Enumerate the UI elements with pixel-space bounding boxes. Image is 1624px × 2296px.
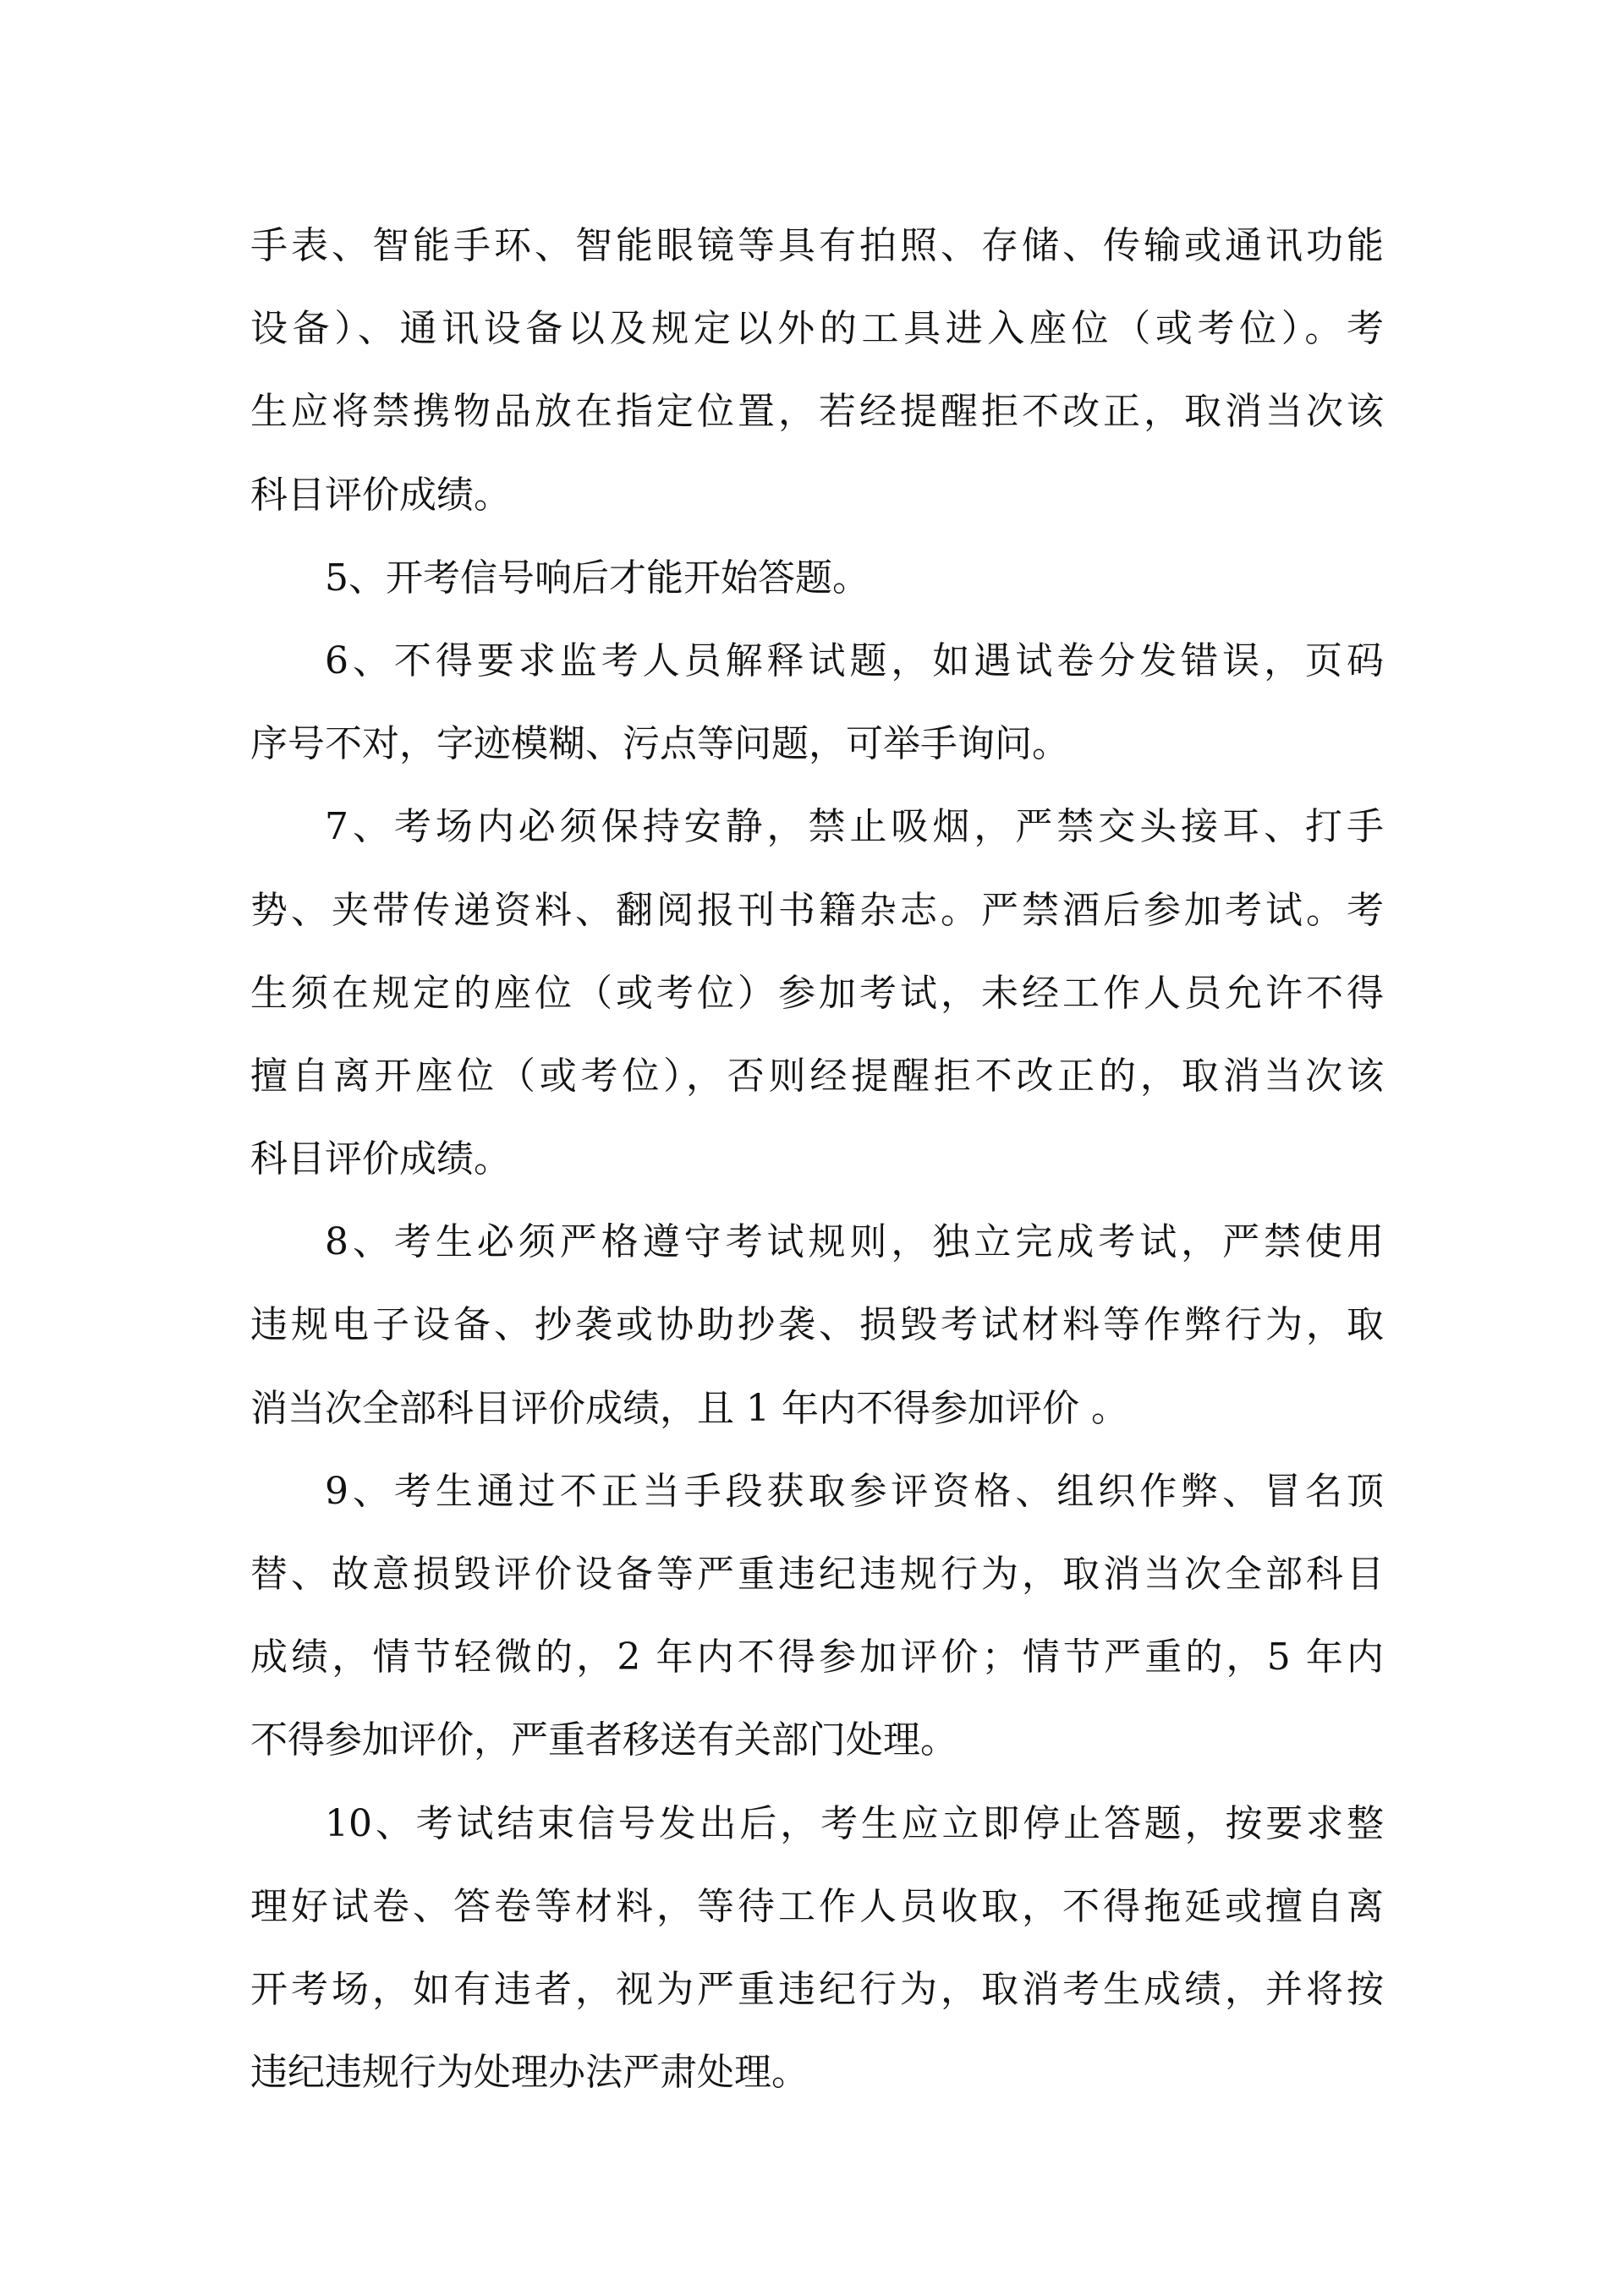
text-line: 7、考场内必须保持安静，禁止吸烟，严禁交头接耳、打手 bbox=[325, 805, 1384, 849]
text-line: 生应将禁携物品放在指定位置，若经提醒拒不改正，取消当次该 bbox=[250, 390, 1384, 434]
text-line: 设备）、通讯设备以及规定以外的工具进入座位（或考位）。考 bbox=[250, 307, 1384, 351]
text-line: 6、不得要求监考人员解释试题，如遇试卷分发错误，页码 bbox=[325, 638, 1384, 682]
text-line: 违纪违规行为处理办法严肃处理。 bbox=[250, 2051, 809, 2095]
text-line: 不得参加评价，严重者移送有关部门处理。 bbox=[250, 1718, 957, 1762]
paragraph bbox=[250, 786, 1384, 1201]
text-line: 8、考生必须严格遵守考试规则，独立完成考试，严禁使用 bbox=[325, 1220, 1384, 1264]
paragraph bbox=[250, 205, 1384, 537]
text-line: 势、夹带传递资料、翻阅报刊书籍杂志。严禁酒后参加考试。考 bbox=[250, 888, 1384, 932]
text-line: 理好试卷、答卷等材料，等待工作人员收取，不得拖延或擅自离 bbox=[250, 1884, 1384, 1928]
text-line: 生须在规定的座位（或考位）参加考试，未经工作人员允许不得 bbox=[250, 971, 1384, 1015]
paragraph bbox=[250, 1450, 1384, 1783]
text-line: 5、开考信号响后才能开始答题。 bbox=[325, 556, 870, 600]
text-line: 序号不对，字迹模糊、污点等问题，可举手询问。 bbox=[250, 722, 1069, 766]
text-line: 擅自离开座位（或考位），否则经提醒拒不改正的，取消当次该 bbox=[250, 1054, 1384, 1098]
document-body bbox=[250, 205, 1384, 2114]
paragraph bbox=[250, 537, 1384, 620]
text-line: 违规电子设备、抄袭或协助抄袭、损毁考试材料等作弊行为，取 bbox=[250, 1303, 1384, 1347]
text-line: 科目评价成绩。 bbox=[250, 473, 511, 517]
paragraph bbox=[250, 620, 1384, 786]
text-line: 9、考生通过不正当手段获取参评资格、组织作弊、冒名顶 bbox=[325, 1469, 1384, 1513]
paragraph bbox=[250, 1201, 1384, 1450]
text-line: 10、考试结束信号发出后，考生应立即停止答题，按要求整 bbox=[325, 1801, 1384, 1845]
text-line: 开考场，如有违者，视为严重违纪行为，取消考生成绩，并将按 bbox=[250, 1967, 1384, 2011]
text-line: 替、故意损毁评价设备等严重违纪违规行为，取消当次全部科目 bbox=[250, 1553, 1384, 1596]
paragraph bbox=[250, 1783, 1384, 2115]
text-line: 手表、智能手环、智能眼镜等具有拍照、存储、传输或通讯功能 bbox=[250, 224, 1384, 267]
text-line: 消当次全部科目评价成绩，且 1 年内不得参加评价 。 bbox=[250, 1386, 1128, 1430]
text-line: 成绩，情节轻微的，2 年内不得参加评价；情节严重的，5 年内 bbox=[250, 1636, 1384, 1680]
text-line: 科目评价成绩。 bbox=[250, 1137, 511, 1181]
